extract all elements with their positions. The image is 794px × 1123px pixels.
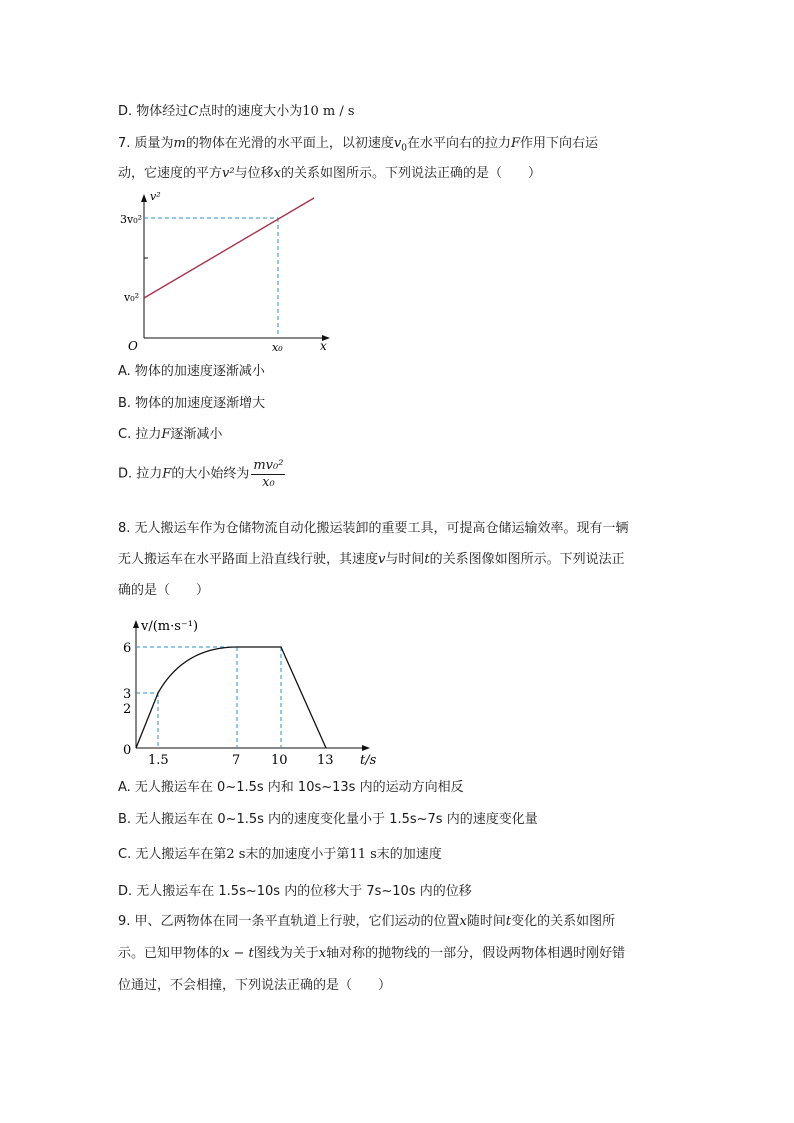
q8-t-var: t [424,552,430,567]
q7-c-post: 逐渐减小 [170,427,223,442]
q8-data-curve [136,647,326,748]
q8-y-tick-3: 3 [123,687,132,702]
q8-c-n2: 11 s [349,847,377,862]
q7-d-denominator: x₀ [262,475,275,490]
q7-option-d [118,458,285,491]
q9-l2-c: 轴对称的抛物线的一部分，假设两物体相遇时刚好错 [326,946,626,961]
force-var: F [511,136,521,151]
v0-var: v [393,136,402,151]
q9-l1-c: 变化的关系如图所 [511,914,616,929]
q7-graph [112,188,342,356]
q7-l1-b: 的物体在光滑的水平面上，以初速度 [185,136,394,151]
q6-option-d-text: D. 物体经过 [118,104,189,119]
q7-stem-line2 [118,165,541,183]
q7-c-pre: C. 拉力 [118,427,162,442]
q8-option-c [118,846,442,864]
q8-l2-a: 无人搬运车在水平路面上沿直线行驶，其速度 [118,552,379,567]
q7-d-pre: D. 拉力 [118,466,163,482]
q8-l2-b: 与时间 [385,552,425,567]
q8-x-tick-7: 7 [232,753,241,768]
q7-l1-d: 作用下向右运 [520,136,599,151]
q7-l1-c: 在水平向右的拉力 [406,136,511,151]
v2-var: v² [222,166,235,181]
q9-stem-line3: 位通过，不会相撞，下列说法正确的是（ ） [118,978,392,993]
q8-y-tick-0: 0 [123,743,132,758]
q9-stem-line2 [118,945,625,963]
q9-x-axis-var: x [318,946,327,961]
q7-d-fraction [251,458,285,491]
q8-stem-line1: 8. 无人搬运车作为仓储物流自动化搬运装卸的重要工具，可提高仓储运输效率。现有一辆 [118,521,629,536]
q7-l2-a: 动，它速度的平方 [118,166,223,181]
q7-y-tick-top: 3v₀² [120,213,143,226]
q7-x-label: x [320,339,327,353]
q8-y-arrow [133,620,139,628]
q8-graph [112,612,392,770]
q9-l1-b: 随时间 [466,914,506,929]
q6-option-d-text2: 点时的速度大小为 [198,104,303,119]
q9-l1-a: 9. 甲、乙两物体在同一条平直轨道上行驶，它们运动的位置 [118,914,460,929]
q7-option-b: B. 物体的加速度逐渐增大 [118,396,266,411]
q8-c-a: C. 无人搬运车在第 [118,847,227,862]
q7-l2-c: 的关系如图所示。下列说法正确的是（ ） [280,166,541,181]
q7-y-tick-bottom: v₀² [124,291,140,304]
q8-c-n1: 2 s [226,847,246,862]
q8-x-arrow [362,745,370,751]
q7-d-post: 的大小始终为 [171,466,250,482]
q8-c-b: 末的加速度小于第 [245,847,350,862]
q8-x-tick-10: 10 [271,753,288,768]
q8-stem-line3: 确的是（ ） [118,583,210,598]
q7-x-tick: x₀ [272,341,283,354]
q8-x-tick-1-5: 1.5 [148,753,169,768]
q9-stem-line1 [118,913,615,931]
q6-option-d-value: 10 m / s [302,104,355,119]
q8-x-tick-13: 13 [317,753,334,768]
q7-option-c [118,426,222,444]
v0-sub: 0 [401,143,407,154]
q8-c-c: 末的加速度 [376,847,442,862]
q7-stem-line1 [118,135,598,158]
q8-y-tick-2: 2 [123,702,132,717]
q8-option-a: A. 无人搬运车在 0~1.5s 内和 10s~13s 内的运动方向相反 [118,780,464,795]
q7-y-arrow [141,194,147,202]
x-var: x [273,166,281,181]
q7-origin: O [128,339,138,353]
q9-l2-b: 图线为关于 [253,946,319,961]
mass-var: m [173,136,186,151]
q9-t-var: t [505,914,512,929]
q7-data-line [144,198,314,298]
q7-option-a: A. 物体的加速度逐渐减小 [118,364,265,379]
q7-d-numerator: mv₀² [253,458,284,473]
q8-stem-line2 [118,551,625,569]
q8-y-label: v/(m·s⁻¹) [141,619,199,634]
q9-xt-var: x − t [222,946,254,961]
q8-option-d: D. 无人搬运车在 1.5s~10s 内的位移大于 7s~10s 内的位移 [118,884,472,899]
q7-d-force: F [162,466,172,482]
q8-v-var: v [378,552,386,567]
q8-option-b: B. 无人搬运车在 0~1.5s 内的速度变化量小于 1.5s~7s 内的速度变化量 [118,812,538,827]
q7-l1-a: 7. 质量为 [118,136,174,151]
q8-y-tick-6: 6 [123,641,132,656]
q7-l2-b: 与位移 [234,166,274,181]
q6-option-d [118,103,355,121]
q7-y-label: v² [150,190,161,203]
point-c-var: C [188,104,199,119]
q9-x-var: x [459,914,467,929]
q7-c-force: F [161,427,171,442]
q8-l2-c: 的关系图像如图所示。下列说法正 [429,552,625,567]
q9-l2-a: 示。已知甲物体的 [118,946,223,961]
q8-x-label: t/s [360,753,377,768]
